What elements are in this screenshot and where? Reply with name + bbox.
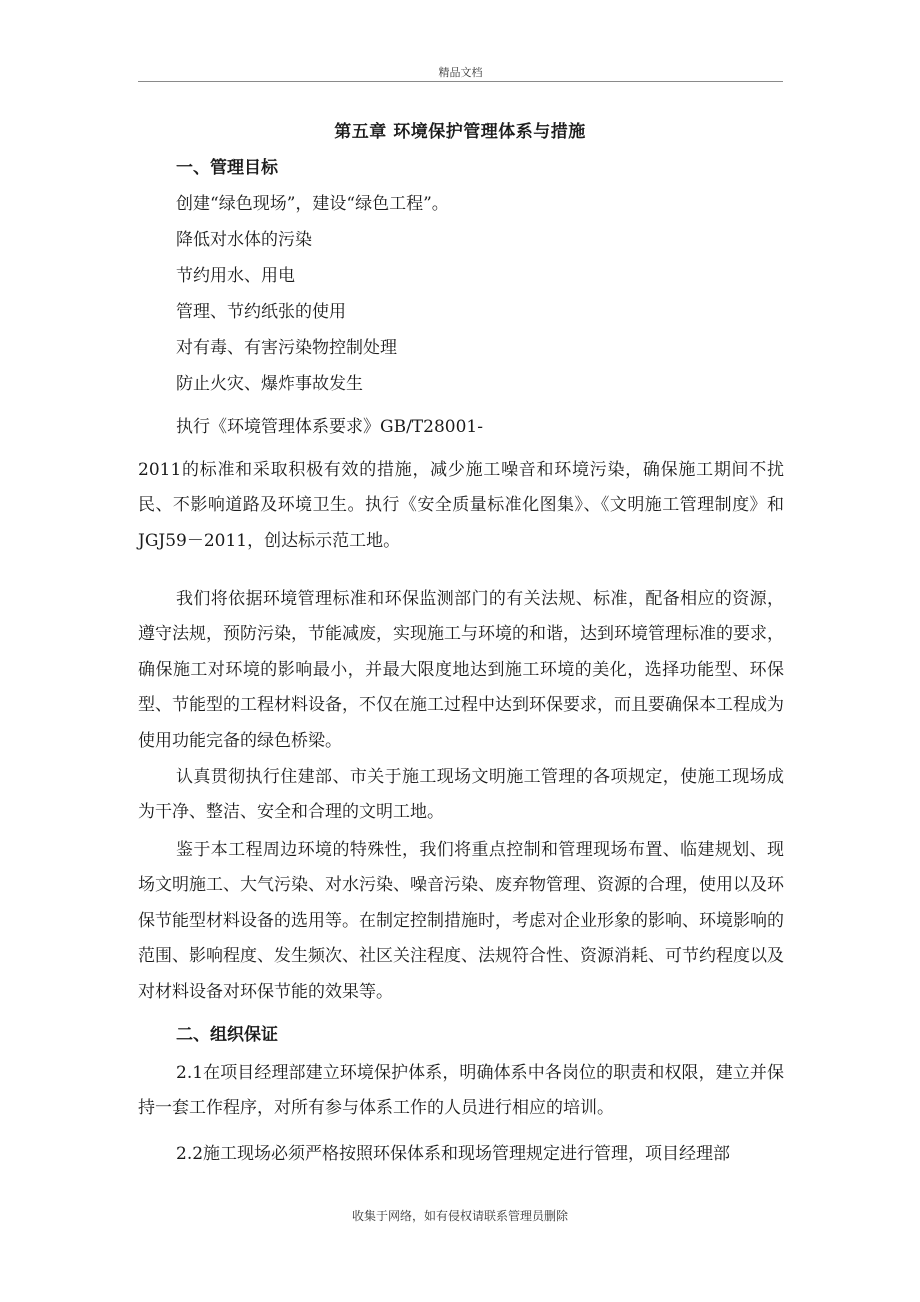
chapter-title: 第五章 环境保护管理体系与措施 (334, 122, 586, 142)
goal-item: 降低对水体的污染 (176, 230, 312, 250)
goal-item: 创建“绿色现场”，建设“绿色工程”。 (176, 194, 449, 214)
section-heading-organization: 二、组织保证 (176, 1025, 278, 1045)
goal-item: 对有毒、有害污染物控制处理 (176, 338, 397, 358)
page-header: 精品文档 (438, 66, 483, 79)
body-paragraph: 2.2施工现场必须严格按照环保体系和现场管理规定进行管理，项目经理部 (176, 1144, 731, 1164)
header-divider (138, 81, 783, 82)
section-heading-goals: 一、管理目标 (176, 158, 278, 178)
goal-item: 节约用水、用电 (176, 266, 295, 286)
body-paragraph: 2011的标准和采取积极有效的措施，减少施工噪音和环境污染，确保施工期间不扰民、不影响道路及环境卫生。执行《安全质量标准化图集》、《文明施工管理制度》和JGJ59－2011，创达标示范工地。 (138, 460, 784, 551)
goal-item: 管理、节约纸张的使用 (176, 302, 346, 322)
goal-item: 防止火灾、爆炸事故发生 (176, 374, 363, 394)
body-paragraph: 认真贯彻执行住建部、市关于施工现场文明施工管理的各项规定，使施工现场成为干净、整洁、安全和合理的文明工地。 (138, 767, 784, 823)
page-footer: 收集于网络，如有侵权请联系管理员删除 (351, 1209, 568, 1223)
body-paragraph: 2.1在项目经理部建立环境保护体系，明确体系中各岗位的职责和权限，建立并保持一套工作程序，对所有参与体系工作的人员进行相应的培训。 (138, 1063, 784, 1119)
body-paragraph: 我们将依据环境管理标准和环保监测部门的有关法规、标准，配备相应的资源，遵守法规，预防污染，节能减废，实现施工与环境的和谐，达到环境管理标准的要求，确保施工对环境的影响最小，并最大限度地达到施工环境的美化，选择功能型、环保型、节能型的工程材料设备，不仅在施工过程中达到环保要求，而且要确保本工程成为使用功能完备的绿色桥梁。 (138, 589, 784, 751)
goal-item: 执行《环境管理体系要求》GB/T28001- (176, 417, 483, 437)
body-paragraph: 鉴于本工程周边环境的特殊性，我们将重点控制和管理现场布置、临建规划、现场文明施工、大气污染、对水污染、噪音污染、废弃物管理、资源的合理，使用以及环保节能型材料设备的选用等。在制定控制措施时，考虑对企业形象的影响、环境影响的范围、影响程度、发生频次、社区关注程度、法规符合性、资源消耗、可节约程度以及对材料设备对环保节能的效果等。 (138, 840, 784, 1002)
